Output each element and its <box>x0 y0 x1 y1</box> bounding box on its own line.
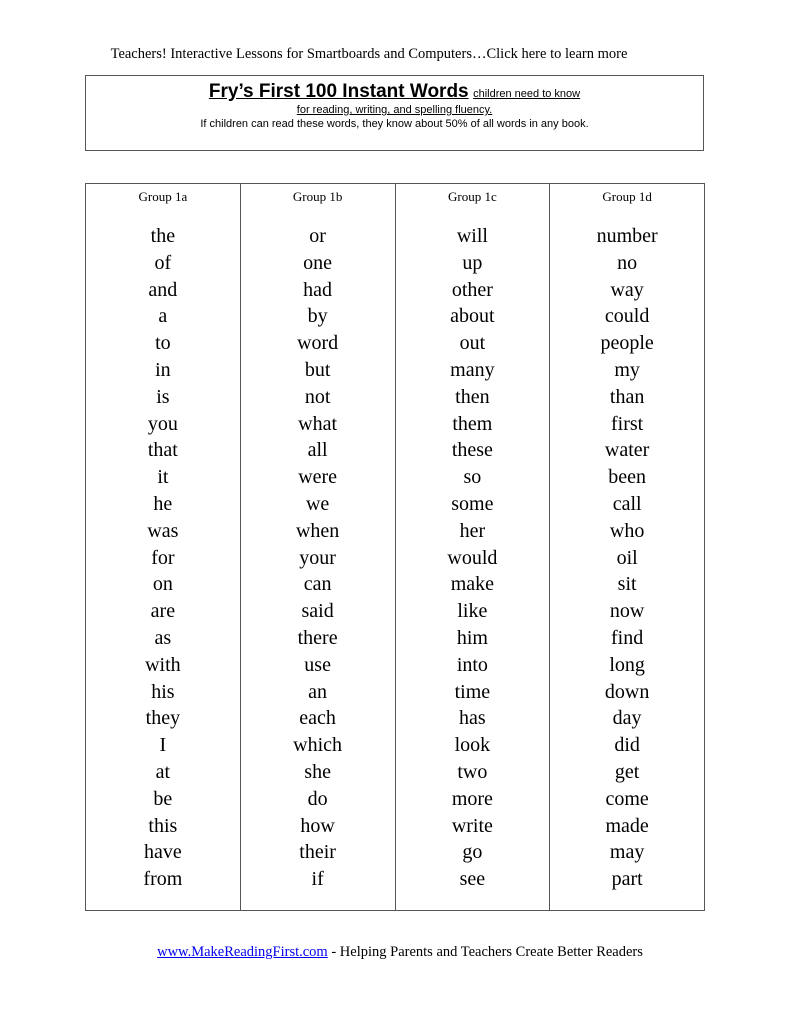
word-item: she <box>304 760 331 783</box>
word-item: what <box>298 412 338 435</box>
word-item: may <box>609 841 645 864</box>
word-item: my <box>614 358 640 381</box>
word-item: go <box>462 841 483 864</box>
group-header: Group 1a <box>138 189 188 204</box>
word-item: for <box>151 546 175 569</box>
word-item: like <box>457 600 488 623</box>
title-box <box>85 75 704 151</box>
word-item: these <box>451 439 493 462</box>
word-list <box>241 223 395 893</box>
word-item: one <box>303 251 333 274</box>
word-item: from <box>143 868 183 891</box>
header-promo-link[interactable]: Teachers! Interactive Lessons for Smartboards and Computers…Click here to learn more <box>110 46 628 62</box>
footer-tagline: - Helping Parents and Teachers Create Better Readers <box>327 944 643 960</box>
word-item: many <box>450 358 495 381</box>
word-item: water <box>604 439 650 462</box>
group-column <box>395 184 550 911</box>
word-item: by <box>307 305 328 328</box>
word-item: could <box>604 305 650 328</box>
word-item: with <box>145 653 181 676</box>
word-item: which <box>293 734 343 757</box>
word-item: him <box>456 626 488 649</box>
word-list <box>396 223 550 893</box>
word-item: as <box>154 626 172 649</box>
word-item: that <box>147 439 178 462</box>
page-title: Fry’s First 100 Instant Words <box>208 81 469 102</box>
word-item: about <box>450 305 495 328</box>
word-item: when <box>295 519 340 542</box>
word-item: then <box>455 385 490 408</box>
word-item: or <box>309 225 326 247</box>
word-item: did <box>614 734 640 757</box>
word-item: call <box>612 492 642 515</box>
word-item: you <box>147 412 178 435</box>
word-item: not <box>304 385 331 408</box>
word-item: her <box>459 519 486 542</box>
word-item: but <box>304 358 331 381</box>
word-item: time <box>454 680 491 703</box>
group-column <box>240 184 395 911</box>
word-item: make <box>450 573 495 596</box>
word-item: of <box>154 251 172 274</box>
title-line-2: for reading, writing, and spelling fluency. <box>296 104 493 116</box>
title-line-3: If children can read these words, they know about 50% of all words in any book. <box>200 118 589 130</box>
word-item: way <box>610 278 644 301</box>
word-item: down <box>604 680 650 703</box>
word-item: an <box>308 680 328 703</box>
word-item: so <box>463 466 482 489</box>
word-item: word <box>297 332 339 355</box>
word-item: made <box>605 814 649 837</box>
word-item: each <box>299 707 336 730</box>
title-subtext: children need to know <box>473 88 581 100</box>
word-item: be <box>153 787 173 810</box>
word-item: are <box>150 600 176 623</box>
word-item: part <box>611 868 643 891</box>
word-item: would <box>447 546 498 569</box>
word-item: people <box>600 332 654 355</box>
word-table <box>85 183 705 911</box>
word-item: all <box>307 439 328 462</box>
word-item: them <box>452 412 493 435</box>
word-item: were <box>298 466 338 489</box>
word-item: come <box>605 787 649 810</box>
word-item: I <box>159 734 167 757</box>
word-item: do <box>307 787 328 810</box>
word-item: has <box>459 707 486 730</box>
group-header: Group 1d <box>602 189 652 204</box>
word-item: they <box>145 707 181 730</box>
word-item: sit <box>617 573 637 596</box>
word-item: no <box>617 251 638 274</box>
word-item: up <box>462 251 483 274</box>
word-item: at <box>155 760 171 783</box>
word-list <box>550 223 704 893</box>
group-column <box>550 184 705 911</box>
word-item: his <box>151 680 175 703</box>
word-item: had <box>303 278 333 301</box>
word-item: look <box>454 734 491 757</box>
word-item: we <box>305 492 330 515</box>
word-item: more <box>451 787 493 810</box>
word-item: and <box>148 278 178 301</box>
word-item: than <box>609 385 645 408</box>
group-column <box>86 184 241 911</box>
word-item: get <box>614 760 640 783</box>
word-item: will <box>456 225 488 247</box>
word-item: it <box>157 466 169 489</box>
word-item: number <box>596 225 658 247</box>
word-item: the <box>150 225 176 247</box>
word-item: in <box>155 358 171 381</box>
word-item: their <box>299 841 336 864</box>
word-item: who <box>609 519 645 542</box>
word-item: long <box>609 653 645 676</box>
footer <box>0 944 791 961</box>
word-item: on <box>152 573 173 596</box>
word-item: have <box>143 841 182 864</box>
word-item: some <box>451 492 494 515</box>
word-item: been <box>608 466 646 489</box>
word-item: said <box>301 600 334 623</box>
word-item: now <box>609 600 645 623</box>
word-item: day <box>612 707 642 730</box>
word-item: a <box>158 305 168 328</box>
word-item: this <box>148 814 178 837</box>
word-item: write <box>451 814 493 837</box>
word-item: there <box>297 626 338 649</box>
word-item: oil <box>616 546 638 569</box>
word-item: how <box>300 814 335 837</box>
word-item: can <box>303 573 332 596</box>
word-item: out <box>459 332 486 355</box>
word-item: is <box>156 385 170 408</box>
word-item: use <box>304 653 331 676</box>
word-item: other <box>451 278 493 301</box>
group-header: Group 1b <box>292 189 343 204</box>
title-line <box>86 81 703 105</box>
word-item: to <box>155 332 171 355</box>
footer-site-link[interactable]: www.MakeReadingFirst.com <box>157 944 328 960</box>
word-item: your <box>299 546 336 569</box>
word-item: was <box>147 519 179 542</box>
word-item: he <box>153 492 173 515</box>
word-item: into <box>456 653 488 676</box>
word-item: find <box>611 626 644 649</box>
word-item: if <box>311 868 324 891</box>
group-header: Group 1c <box>448 189 497 204</box>
word-list <box>86 223 240 893</box>
word-item: see <box>459 868 486 891</box>
word-item: first <box>611 412 644 435</box>
word-item: two <box>457 760 488 783</box>
